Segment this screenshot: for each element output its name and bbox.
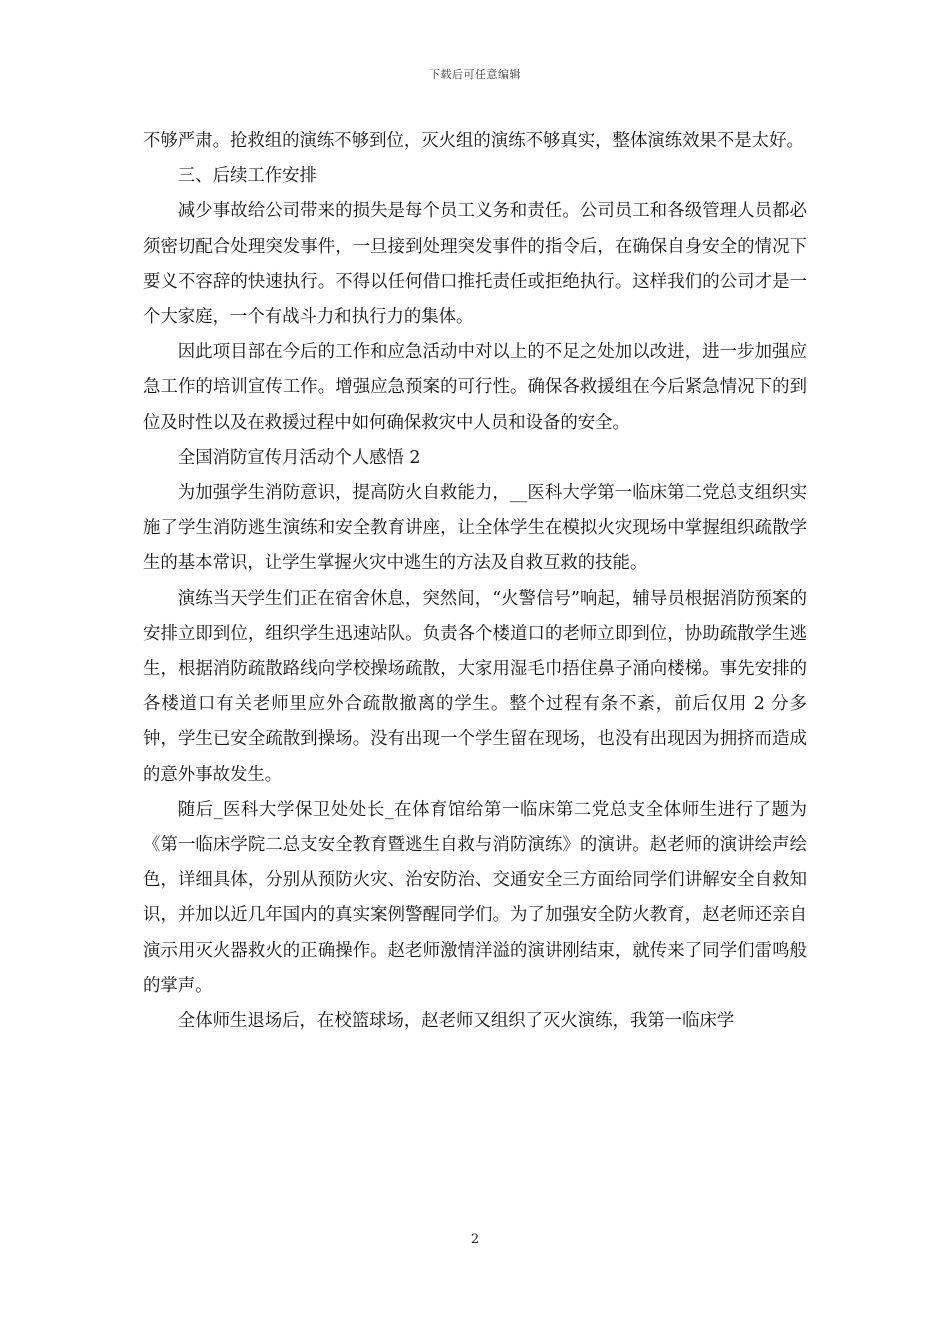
section-heading: 三、后续工作安排 [177, 166, 317, 187]
paragraph: 为加强学生消防意识，提高防火自救能力，__医科大学第一临床第二党总支组织实施了学生消防逃生演练和安全教育讲座，让全体学生在模拟火灾现场中掌握组织疏散学生的基本常识，让学生掌握火灾中逃生的方法及自救互救的技能。 [143, 483, 807, 574]
paragraph: 因此项目部在今后的工作和应急活动中对以上的不足之处加以改进，进一步加强应急工作的培训宣传工作。增强应急预案的可行性。确保各救援组在今后紧急情况下的到位及时性以及在救援过程中如何确保救灾中人员和设备的安全。 [143, 342, 807, 433]
page-header: 下载后可任意编辑 [429, 68, 521, 81]
paragraph: 全体师生退场后，在校篮球场，赵老师又组织了灭火演练，我第一临床学 [177, 1011, 735, 1032]
paragraph: 随后_医科大学保卫处处长_在体育馆给第一临床第二党总支全体师生进行了题为《第一临床学院二总支安全教育暨逃生自救与消防演练》的演讲。赵老师的演讲绘声绘色，详细具体，分别从预防火灾、治安防治、交通安全三方面给同学们讲解安全自救知识，并加以近几年国内的真实案例警醒同学们。为了加强安全防火教育，赵老师还亲自演示用灭火器救火的正确操作。赵老师激情洋溢的演讲刚结束，就传来了同学们雷鸣般的掌声。 [143, 799, 807, 996]
paragraph: 不够严肃。抢救组的演练不够到位，灭火组的演练不够真实，整体演练效果不是太好。 [143, 131, 804, 151]
page-number: 2 [470, 1232, 480, 1247]
article-title: 全国消防宣传月活动个人感悟 2 [177, 447, 421, 468]
paragraph: 减少事故给公司带来的损失是每个员工义务和责任。公司员工和各级管理人员都必须密切配合处理突发事件，一旦接到处理突发事件的指令后，在确保自身安全的情况下要义不容辞的快速执行。不得以任何借口推托责任或拒绝执行。这样我们的公司才是一个大家庭，一个有战斗力和执行力的集体。 [143, 201, 807, 328]
document-body [143, 124, 807, 1039]
paragraph: 演练当天学生们正在宿舍休息，突然间，“火警信号”响起，辅导员根据消防预案的安排立即到位，组织学生迅速站队。负责各个楼道口的老师立即到位，协助疏散学生逃生，根据消防疏散路线向学校操场疏散，大家用湿毛巾捂住鼻子涌向楼梯。事先安排的各楼道口有关老师里应外合疏散撤离的学生。整个过程有条不紊，前后仅用 2 分多钟，学生已安全疏散到操场。没有出现一个学生留在现场，也没有出现因为拥挤而造成的意外事故发生。 [143, 588, 807, 785]
